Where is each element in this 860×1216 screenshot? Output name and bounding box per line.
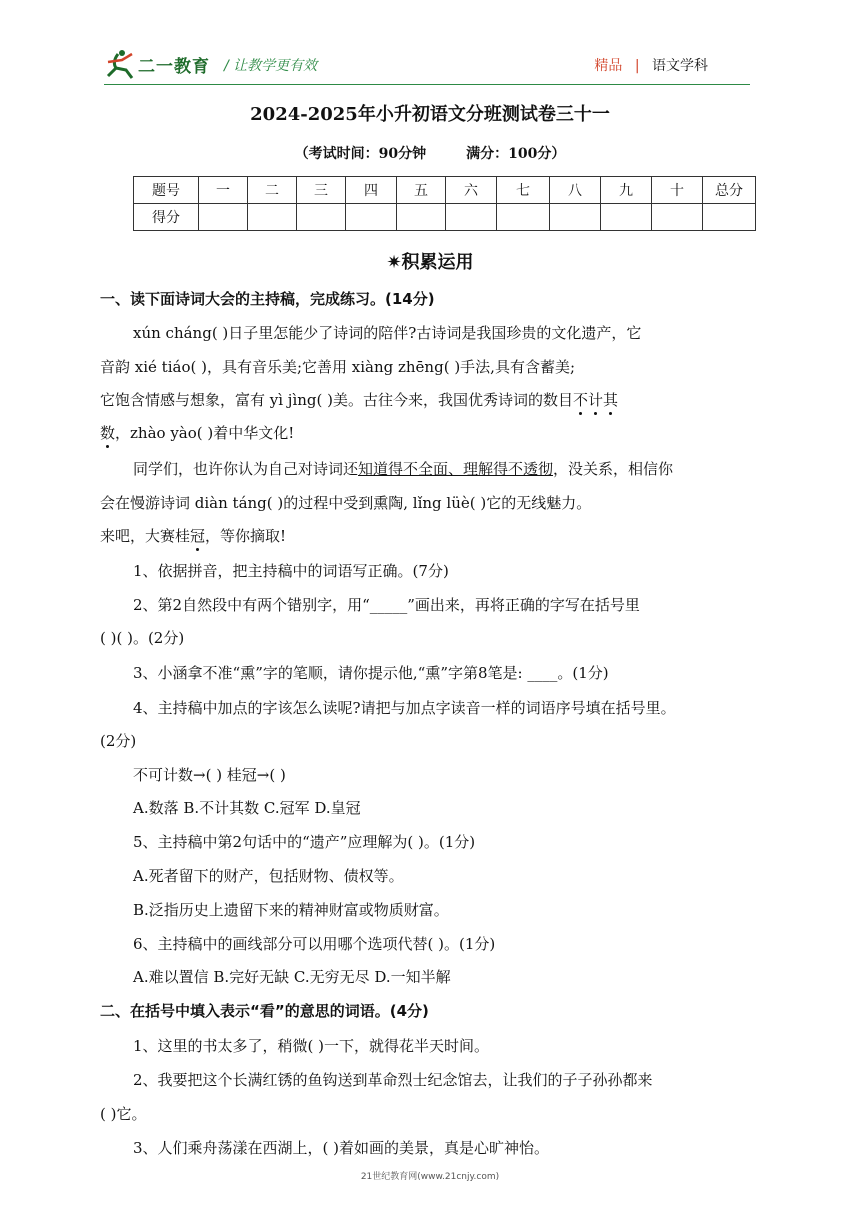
table-cell: 八 <box>550 177 601 204</box>
dotted-char: 数 <box>100 424 116 442</box>
answer-options: A.数落 B.不计其数 C.冠军 D.皇冠 <box>133 799 361 817</box>
sub-question: (2分) <box>100 732 137 750</box>
sub-question: ( )它。 <box>100 1105 147 1123</box>
sub-question: 3、小涵拿不准“熏”字的笔顺，请你提示他,“熏”字第8笔是: ____。(1分) <box>133 664 609 682</box>
exam-full-score: 满分：100分） <box>466 146 566 162</box>
header-separator: | <box>634 58 640 74</box>
table-cell: 总分 <box>703 177 756 204</box>
sub-question: 1、依据拼音，把主持稿中的词语写正确。(7分) <box>133 562 449 580</box>
score-table <box>133 176 756 231</box>
sub-question: 2、我要把这个长满红锈的鱼钩送到革命烈士纪念馆去，让我们的子子孙孙都来 <box>133 1071 653 1089</box>
passage-text: ，等你摘取! <box>205 527 287 545</box>
exam-title: 2024-2025年小升初语文分班测试卷三十一 <box>250 104 610 125</box>
sub-question: 2、第2自然段中有两个错别字，用“_____”画出来，再将正确的字写在括号里 <box>133 596 640 614</box>
passage-line <box>133 458 673 479</box>
passage-text: 它饱含情感与想象，富有 yì jìng( )美。古往今来，我国优秀诗词的数目 <box>100 391 573 409</box>
underlined-phrase: 知道得不全面、理解得不透彻 <box>358 460 554 478</box>
table-cell: 二 <box>248 177 297 204</box>
sub-question: 4、主持稿中加点的字该怎么读呢?请把与加点字读音一样的词语序号填在括号里。 <box>133 699 676 717</box>
score-input-cell[interactable] <box>550 204 601 231</box>
page-footer: 21世纪教育网(www.21cnjy.com) <box>360 1172 500 1182</box>
table-cell: 九 <box>601 177 652 204</box>
score-input-cell[interactable] <box>248 204 297 231</box>
exam-info <box>0 143 860 163</box>
passage-line <box>100 422 294 443</box>
score-input-cell[interactable] <box>297 204 346 231</box>
passage-text: 同学们，也许你认为自己对诗词还 <box>133 460 359 478</box>
dotted-char: 计 <box>588 391 604 409</box>
answer-option: A.死者留下的财产，包括财物、债权等。 <box>133 867 404 885</box>
passage-text: 来吧，大赛桂 <box>100 527 191 545</box>
page-header <box>104 44 750 84</box>
passage-text: ，没关系，相信你 <box>553 460 674 478</box>
table-cell: 十 <box>652 177 703 204</box>
sub-question: 3、人们乘舟荡漾在西湖上，( )着如画的美景，真是心旷神怡。 <box>133 1139 550 1157</box>
dotted-char: 冠 <box>190 527 206 545</box>
sub-question: 5、主持稿中第2句话中的“遗产”应理解为( )。(1分) <box>133 833 476 851</box>
table-cell: 五 <box>397 177 446 204</box>
header-rule <box>104 84 750 85</box>
table-row <box>134 204 756 231</box>
logo-text: 二一教育 <box>138 57 210 77</box>
score-input-cell[interactable] <box>346 204 397 231</box>
quality-tag: 精品 <box>594 58 623 74</box>
answer-option: B.泛指历史上遗留下来的精神财富或物质财富。 <box>133 901 449 919</box>
score-input-cell[interactable] <box>446 204 497 231</box>
score-input-cell[interactable] <box>652 204 703 231</box>
passage-text: ，zhào yào( )着中华文化! <box>115 424 295 442</box>
passage-line: 会在慢游诗词 diàn táng( )的过程中受到熏陶, lǐng lüè( )它的无线魅力。 <box>100 494 592 512</box>
table-cell: 七 <box>497 177 550 204</box>
section-heading: ✷积累运用 <box>386 252 474 273</box>
passage-line <box>100 389 618 410</box>
dotted-char: 其 <box>603 391 619 409</box>
table-cell: 三 <box>297 177 346 204</box>
subject-label: 语文学科 <box>652 58 708 74</box>
passage-line: xún cháng( )日子里怎能少了诗词的陪伴?古诗词是我国珍贵的文化遗产，它 <box>133 324 642 342</box>
passage-line: 音韵 xié tiáo( )，具有音乐美;它善用 xiàng zhēng( )手法,具有含蓄美; <box>100 358 575 376</box>
sub-question: 不可计数→( ) 桂冠→( ) <box>133 766 286 784</box>
question-2-title: 二、在括号中填入表示“看”的意思的词语。(4分) <box>100 1002 429 1020</box>
table-cell: 题号 <box>134 177 199 204</box>
passage-line <box>100 525 286 546</box>
table-cell: 得分 <box>134 204 199 231</box>
table-cell: 一 <box>199 177 248 204</box>
score-input-cell[interactable] <box>199 204 248 231</box>
sub-question: 6、主持稿中的画线部分可以用哪个选项代替( )。(1分) <box>133 935 496 953</box>
score-input-cell[interactable] <box>601 204 652 231</box>
question-1-title: 一、读下面诗词大会的主持稿，完成练习。(14分) <box>100 290 435 308</box>
sub-question: ( )( )。(2分) <box>100 629 185 647</box>
score-input-cell[interactable] <box>703 204 756 231</box>
answer-options: A.难以置信 B.完好无缺 C.无穷无尽 D.一知半解 <box>133 968 451 986</box>
sub-question: 1、这里的书太多了，稍微( )一下，就得花半天时间。 <box>133 1037 490 1055</box>
slogan: / 让教学更有效 <box>224 58 318 74</box>
header-right <box>594 55 708 75</box>
score-input-cell[interactable] <box>497 204 550 231</box>
exam-time: （考试时间：90分钟 <box>294 146 427 162</box>
table-cell: 四 <box>346 177 397 204</box>
table-row <box>134 177 756 204</box>
score-input-cell[interactable] <box>397 204 446 231</box>
dotted-char: 不 <box>573 391 589 409</box>
table-cell: 六 <box>446 177 497 204</box>
